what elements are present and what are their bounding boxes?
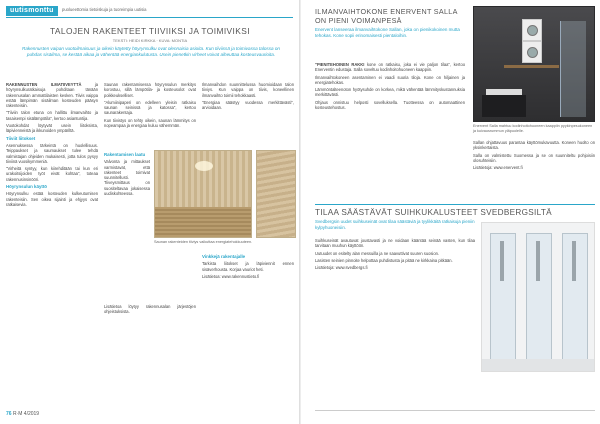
shower-head: [536, 241, 540, 281]
page-footer: [6, 411, 39, 417]
dryer-appliance: [522, 19, 542, 41]
paragraph: Tarkista liitokset ja läpiviennit ennen sisäverhousta. Korjaa vauriot heti.: [202, 261, 294, 272]
subheading: Tiiviit liitokset: [6, 135, 36, 141]
paragraph: "Virheitä syntyy, kun kiirehditään tai kun eri urakoitsijoiden työt eivät kohtaa", toteaa rakennusinsinööri.: [6, 166, 98, 182]
laundry-room-photo: [473, 6, 595, 122]
wooden-shelf: [504, 65, 559, 68]
paragraph: "Alumiinipaperi on edelleen yleisin ratkaisu saunan seinissä ja katossa", kertoo saunarakentaja.: [104, 99, 196, 116]
article-column-3-top: [202, 82, 294, 146]
paragraph: Ilmanvaihtokoneen asentaminen ei vaadi suuria tiloja. Kone on hiljainen ja energiatehokas.: [315, 74, 465, 85]
lead-caps: "PIENITEHOINEN RAKKI: [315, 62, 365, 67]
section-tab: uutismonttu: [6, 6, 58, 16]
header-divider: [6, 17, 293, 18]
paragraph: Uutuudet on esitelty alan messuilla ja ne saavuttivat suuren suosion.: [315, 250, 440, 256]
footer-text: R·M 4/2019: [12, 411, 40, 417]
paragraph: Lisätietoja: www.svedbergs.fi: [315, 265, 368, 271]
shower-head: [572, 241, 576, 281]
photo-caption: Enervent Salla mahtuu kodinhoitohuoneen kaappiin pyykinpesukoneen ja kuivausrummun yläpuolelle.: [473, 124, 593, 133]
section-subtitle: puolueettomia tietoiskuja ja tuoreimpia uutisia: [62, 7, 147, 12]
article-column: [473, 140, 595, 172]
sauna-light: [195, 161, 213, 171]
article-column-2-side: [104, 150, 150, 300]
paragraph: Ohjaus onnistuu helposti sovelluksella. Tuotteessa on automaattinen kosteustehostus.: [315, 99, 465, 111]
article-title: TILAA SÄÄSTÄVÄT SUIHKUKALUSTEET SVEDBERGSILTÄ: [315, 208, 552, 217]
subheading: Rakentamisen laatu: [104, 152, 146, 157]
article-lede: Svedbergsin uudet suihkuseinät ovat tilaa säästäviä ja tyylikkäitä ratkaisuja pieniin kylpyhuoneisiin.: [315, 219, 475, 230]
article-column-2-bottom: [104, 304, 196, 317]
paragraph: kone on ratkaisu, joka ei vie paljon tilaa", kertoo Enerventin edustaja. Salla soveltuu kodinhoitohuoneen kaappiin.: [315, 62, 466, 73]
article-title: ILMANVAIHTOKONE ENERVENT SALLA ON PIENI VOIMANPESÄ: [315, 7, 458, 25]
shower-head: [500, 241, 504, 281]
sauna-photo: [154, 150, 252, 238]
paragraph: Suihkuseinät avautuvat joustavasti ja ne voidaan kääntää seinää vasten, kun tilaa tarvitaan muuhun käyttöön.: [315, 238, 475, 249]
article-column-3-bottom: [202, 252, 294, 281]
article-column-1: [6, 82, 98, 209]
vanity-cabinet: [482, 95, 526, 117]
shower-enclosure-photo: [481, 222, 595, 372]
paragraph: Asennuksessa tärkeintä on huolellisuus. Teippaukset ja saumaukset tulee tehdä valmistajan ohjeiden mukaisesti, jotta tulos pysyy tiiviinä vuosikymmeniä.: [6, 142, 98, 164]
article-column: [315, 238, 475, 272]
paragraph: Lisätietoa: www.rakennustieto.fi: [202, 273, 260, 279]
page-number: 76: [6, 411, 12, 417]
subheading: Vinkkejä rakentajalle: [202, 254, 246, 259]
paragraph: Vuotokohdat löytyvät usein liitoksista, läpivienneistä ja ikkunoiden ympäriltä.: [6, 123, 98, 134]
paragraph: Höyrynsulku estää kosteuden kulkeutumisen rakenteisiin. Sen oikea sijainti ja ehjyys ovat ratkaisevia.: [6, 191, 98, 207]
article-column-2-top: [104, 82, 196, 146]
paragraph: Lisätietoja: www.enervent.fi: [473, 165, 523, 171]
paragraph: Kun tiivistys on tehty oikein, saunan lämmitys on nopeampaa ja energiaa kuluu vähemmän.: [104, 117, 196, 129]
ceiling-photo: [256, 150, 296, 238]
shower-floor: [482, 359, 594, 371]
paragraph: Sallan ohjattavuus parantaa käyttömukavuutta. Koneen huolto on yksinkertaista.: [473, 140, 595, 151]
paragraph: "Energiaa säästyy vuodessa merkittävästi", arvioidaan.: [202, 99, 294, 111]
lead-caps: RAKENNUSTEN ILMATIIVEYTTÄ: [6, 82, 82, 87]
right-page: [301, 0, 600, 424]
paragraph: Saunan rakentamisessa höyrynsulun merkitys korostuu, sillä lämpötila- ja kosteusolot ovat poikkeukselliset.: [104, 82, 196, 98]
paragraph: Salla on valmistettu Suomessa ja se on suunniteltu pohjoisiin olosuhteisiin.: [473, 152, 595, 163]
paragraph: "Tiiviin talon etuna on hallittu ilmanvaihto ja tasaisempi sisälämpötila", kertoo asiantuntija.: [6, 110, 98, 121]
paragraph: Lisätietoa löytyy rakennusalan järjestöjen ohjeistuksista.: [104, 304, 196, 315]
paragraph: Lasisten seinien pinnoite helpottaa puhdistusta ja pitää ne kirkkaina pitkään.: [315, 257, 453, 263]
photo-caption: Saunan rakenteiden tiiviys vaikuttaa energiatehokkuuteen.: [154, 240, 253, 244]
paragraph: ja höyrynsulkuratkaisuja pohditaan tänään rakennusalan ammattilaisten kesken. Tiivis vaippa estää lämpimän sisäilman kosteuden pääsyn rakenteisiin.: [6, 82, 99, 109]
paragraph: Ilmanvaihdon suunnittelussa huomioidaan talon tiiviys. Kun vaippa on tiivis, koneellinen ilmanvaihto toimii tehokkaasti.: [202, 82, 294, 98]
paragraph: Lämmöntalteenoton hyötysuhde on korkea, mikä vähentää lämmityskustannuksia merkittävästi.: [315, 87, 465, 98]
sauna-bench: [155, 207, 251, 237]
paragraph: Valvonta ja mittaukset varmistavat, että rakenteet toimivat suunnitellusti. Tiiveysmittaus on suositeltavaa jokaisessa uudiskohteessa.: [104, 159, 150, 197]
subheading: Höyrynsulun käyttö: [6, 184, 47, 190]
section-divider: [315, 204, 595, 205]
article-byline: TEKSTI: HEIDI KIRKKA · KUVA: MONTIA: [112, 38, 188, 43]
article-title: TALOJEN RAKENTEET TIIVIIKSI JA TOIMIVIKSI: [50, 26, 250, 36]
left-page: [0, 0, 299, 424]
washer-appliance: [522, 41, 542, 63]
article-lede: Rakennusten vaipan vuotoilmaisuus ja oikein käytetty höyrynsulku ovat olennaisia asioita. Kun tiiviissä ja toimivassa talossa on puhdas sisäilma, se kestää aikaa ja vähentää energiankulutusta. Usein pienetkin virheet voivat aiheuttaa kosteusvaurioita.: [22, 46, 280, 58]
article-lede: Enervent lanseeraa ilmanvaihtokone Sallan, joka on pienikokoinen mutta tehokas. Kone sopii erinomaisesti pientaloihin.: [315, 27, 460, 38]
glass-partition: [560, 21, 586, 117]
article-column: [315, 62, 465, 112]
footer-divider: [315, 410, 595, 411]
